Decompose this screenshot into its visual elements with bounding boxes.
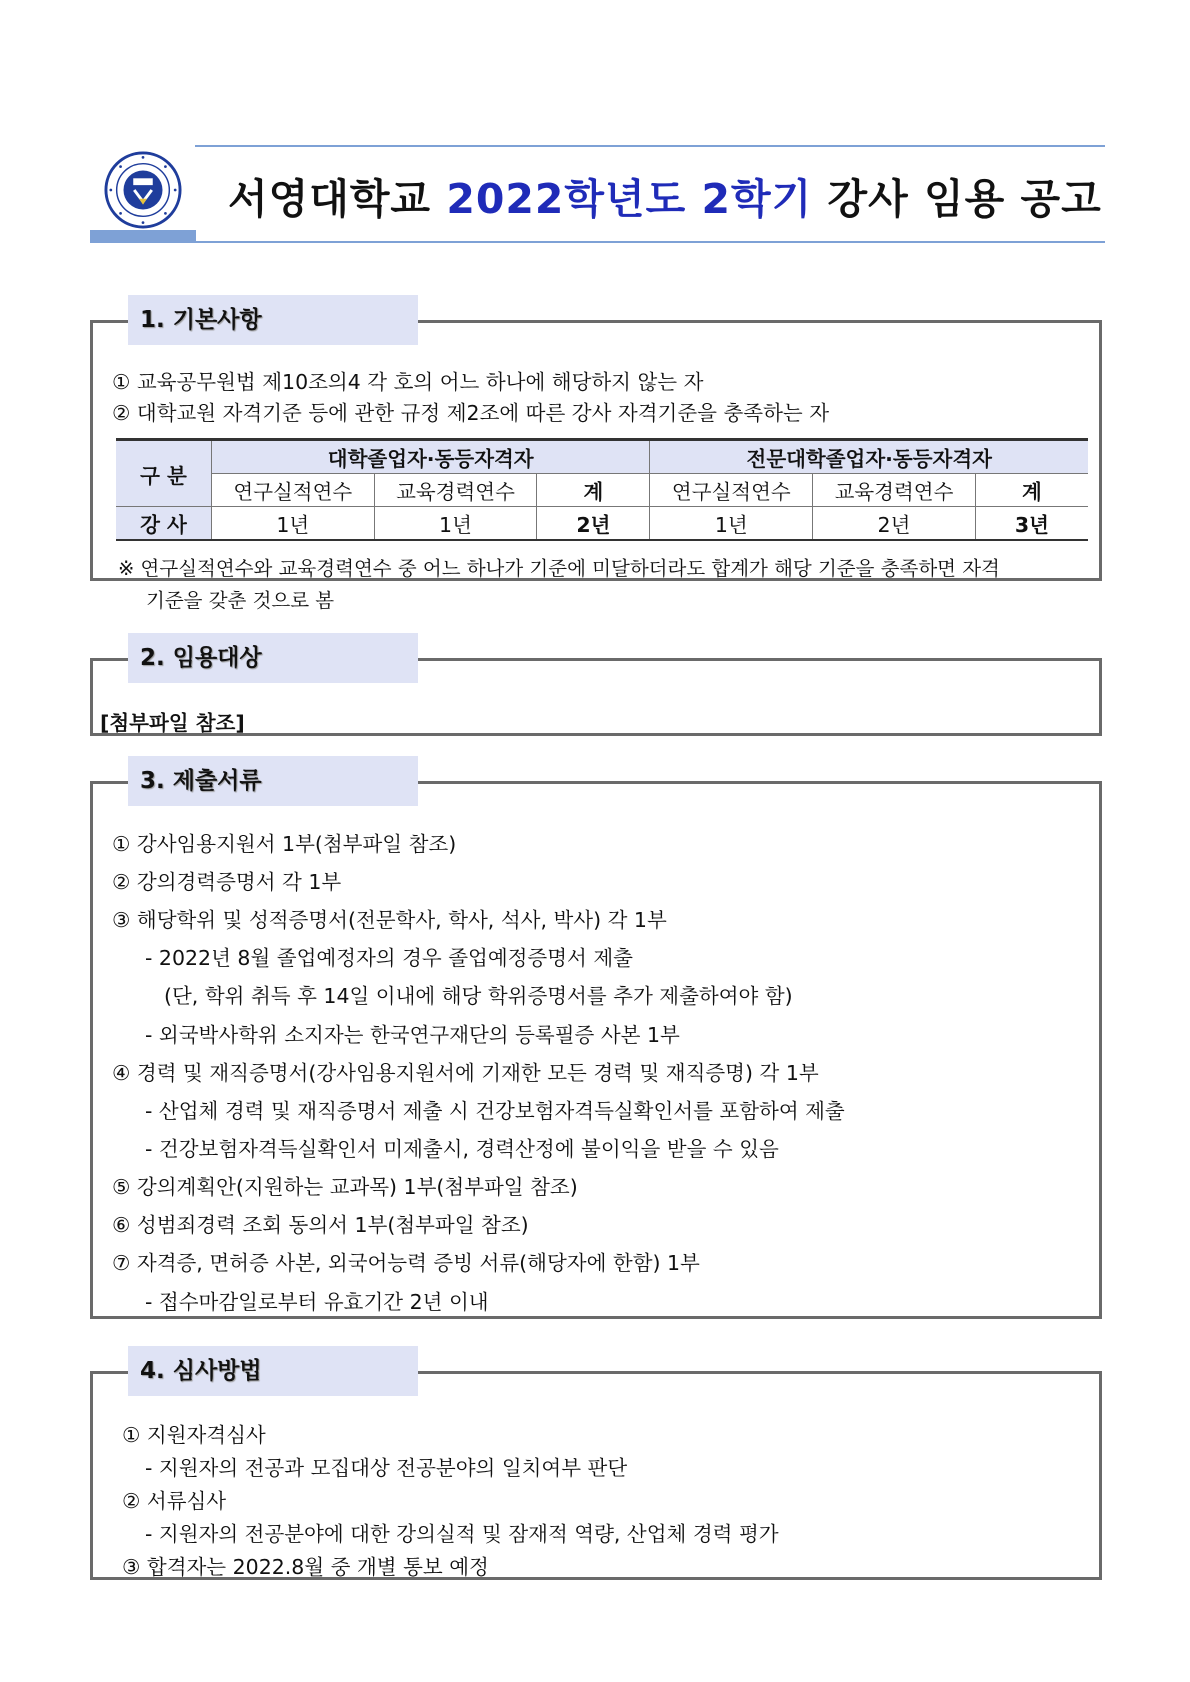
header-bottom-rule xyxy=(195,241,1105,243)
basic-note-line2: 기준을 갖춘 것으로 봄 xyxy=(146,589,335,612)
header-accent-block xyxy=(90,230,196,243)
documents-sub-item: - 접수마감일로부터 유효기간 2년 이내 xyxy=(145,1290,489,1314)
target-reference: [첨부파일 참조] xyxy=(100,711,245,735)
table-cell-total: 2년 xyxy=(537,507,650,541)
table-cell: 1년 xyxy=(211,507,374,541)
table-col-teaching: 교육경력연수 xyxy=(813,474,976,507)
table-col-teaching: 교육경력연수 xyxy=(374,474,537,507)
table-group-college: 전문대학졸업자·동등자격자 xyxy=(650,440,1088,474)
documents-sub-item: (단, 학위 취득 후 14일 이내에 해당 학위증명서를 추가 제출하여야 함) xyxy=(164,984,793,1008)
documents-sub-item: - 건강보험자격득실확인서 미제출시, 경력산정에 불이익을 받을 수 있음 xyxy=(145,1137,779,1161)
section-documents-heading: 3. 제출서류 xyxy=(128,756,418,806)
documents-item-6: ⑥ 성범죄경력 조회 동의서 1부(첨부파일 참조) xyxy=(112,1213,529,1237)
title-announcement: 강사 임용 공고 xyxy=(827,175,1102,223)
documents-item-1: ① 강사임용지원서 1부(첨부파일 참조) xyxy=(112,832,457,856)
review-item-1: ① 지원자격심사 xyxy=(122,1423,266,1447)
table-cell: 2년 xyxy=(813,507,976,541)
section-documents-box xyxy=(90,781,1102,1319)
section-review-heading: 4. 심사방법 xyxy=(128,1346,418,1396)
documents-sub-item: - 산업체 경력 및 재직증명서 제출 시 건강보험자격득실확인서를 포함하여 제출 xyxy=(145,1099,845,1123)
table-col-research: 연구실적연수 xyxy=(211,474,374,507)
documents-item-3: ③ 해당학위 및 성적증명서(전문학사, 학사, 석사, 박사) 각 1부 xyxy=(112,908,667,932)
review-item-2: ② 서류심사 xyxy=(122,1489,227,1513)
section-basic-heading: 1. 기본사항 xyxy=(128,295,418,345)
qualification-table xyxy=(116,438,1088,541)
table-row-header: 구 분 xyxy=(116,440,211,507)
table-group-university: 대학졸업자·동등자격자 xyxy=(211,440,650,474)
title-university: 서영대학교 xyxy=(228,175,432,223)
documents-item-5: ⑤ 강의계획안(지원하는 교과목) 1부(첨부파일 참조) xyxy=(112,1175,578,1199)
review-sub-item: - 지원자의 전공과 모집대상 전공분야의 일치여부 판단 xyxy=(145,1456,628,1480)
table-col-total: 계 xyxy=(975,474,1088,507)
table-row-label: 강 사 xyxy=(116,507,211,541)
table-col-total: 계 xyxy=(537,474,650,507)
page-title xyxy=(228,166,1102,225)
table-cell: 1년 xyxy=(374,507,537,541)
section-target-heading: 2. 임용대상 xyxy=(128,633,418,683)
documents-item-4: ④ 경력 및 재직증명서(강사임용지원서에 기재한 모든 경력 및 재직증명) 각 1부 xyxy=(112,1061,819,1085)
title-term: 2022학년도 2학기 xyxy=(446,175,813,223)
table-col-research: 연구실적연수 xyxy=(650,474,813,507)
table-cell-total: 3년 xyxy=(975,507,1088,541)
documents-item-2: ② 강의경력증명서 각 1부 xyxy=(112,870,342,894)
table-cell: 1년 xyxy=(650,507,813,541)
review-item-3: ③ 합격자는 2022.8월 중 개별 통보 예정 xyxy=(122,1555,489,1579)
university-seal-logo xyxy=(104,151,182,229)
documents-sub-item: - 외국박사학위 소지자는 한국연구재단의 등록필증 사본 1부 xyxy=(145,1023,680,1047)
basic-item-1: ① 교육공무원법 제10조의4 각 호의 어느 하나에 해당하지 않는 자 xyxy=(112,370,704,394)
header-top-rule xyxy=(195,145,1105,147)
basic-note-line1: ※ 연구실적연수와 교육경력연수 중 어느 하나가 기준에 미달하더라도 합계가 해당 기준을 충족하면 자격 xyxy=(118,557,1000,580)
documents-item-7: ⑦ 자격증, 면허증 사본, 외국어능력 증빙 서류(해당자에 한함) 1부 xyxy=(112,1251,700,1275)
basic-item-2: ② 대학교원 자격기준 등에 관한 규정 제2조에 따른 강사 자격기준을 충족하는 자 xyxy=(112,401,829,425)
review-sub-item: - 지원자의 전공분야에 대한 강의실적 및 잠재적 역량, 산업체 경력 평가 xyxy=(145,1522,779,1546)
documents-sub-item: - 2022년 8월 졸업예정자의 경우 졸업예정증명서 제출 xyxy=(145,946,633,970)
